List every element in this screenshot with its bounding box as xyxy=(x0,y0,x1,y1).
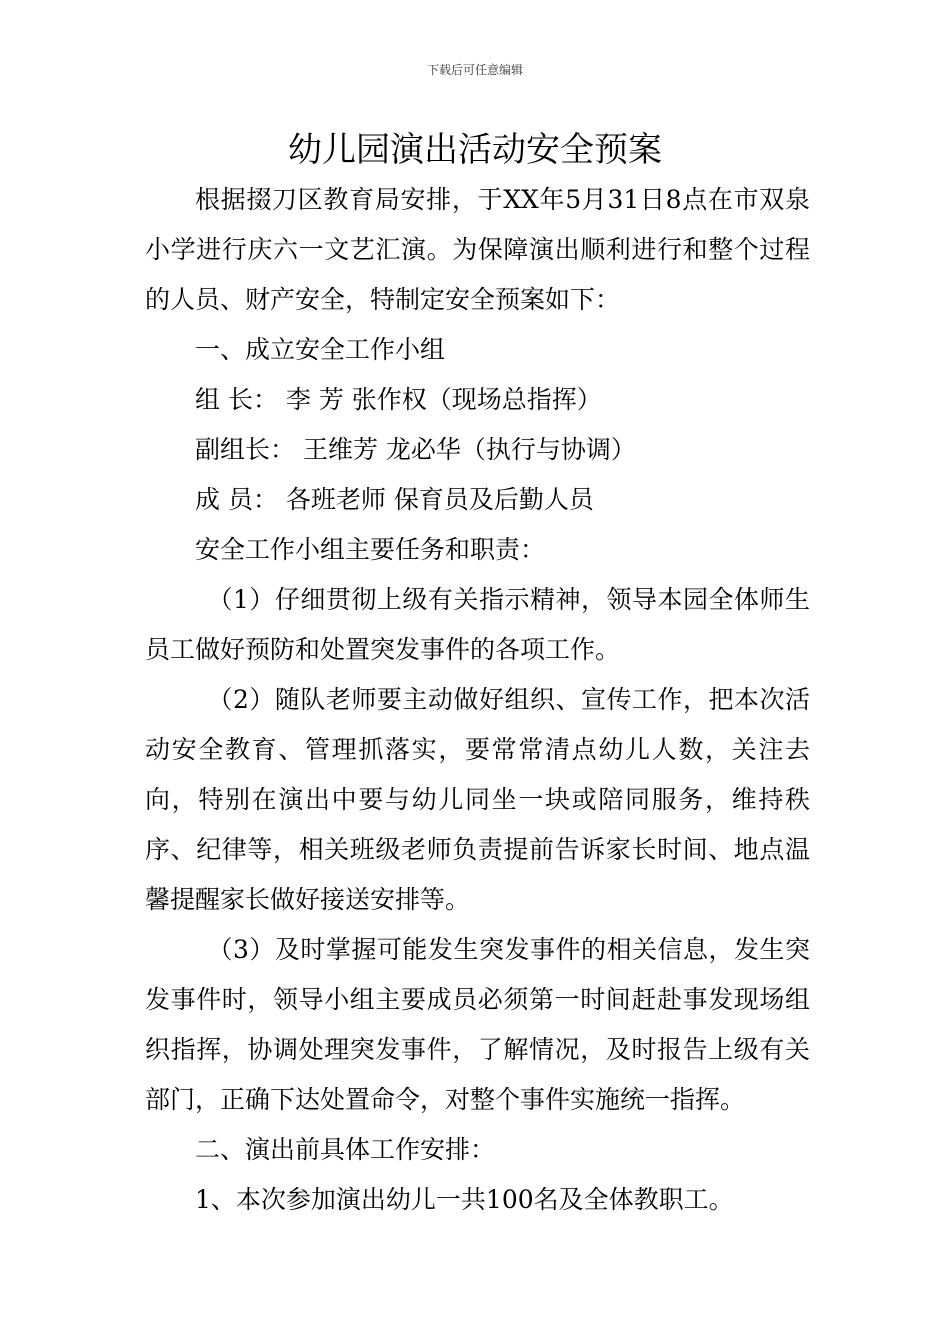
intro-paragraph: 根据掇刀区教育局安排，于XX年5月31日8点在市双泉小学进行庆六一文艺汇演。为保障演出顺利进行和整个过程的人员、财产安全，特制定安全预案如下： xyxy=(145,185,810,314)
deputy-leader-line: 副组长： 王维芳 龙必华（执行与协调） xyxy=(195,435,636,464)
group-leader-line: 组 长： 李 芳 张作权（现场总指挥） xyxy=(195,385,602,414)
arrangement-item-1: 1、本次参加演出幼儿一共100名及全体教职工。 xyxy=(195,1185,734,1214)
duty-item-1: （1）仔细贯彻上级有关指示精神，领导本园全体师生员工做好预防和处置突发事件的各项工作。 xyxy=(145,585,810,664)
document-title: 幼儿园演出活动安全预案 xyxy=(288,130,662,170)
duty-item-2: （2）随队老师要主动做好组织、宣传工作，把本次活动安全教育、管理抓落实，要常常清点幼儿人数，关注去向，特别在演出中要与幼儿同坐一块或陪同服务，维持秩序、纪律等，相关班级老师负责提前告诉家长时间、地点温馨提醒家长做好接送安排等。 xyxy=(145,685,810,914)
duties-heading: 安全工作小组主要任务和职责： xyxy=(195,535,546,564)
document-body xyxy=(145,175,810,1225)
members-line: 成 员： 各班老师 保育员及后勤人员 xyxy=(195,485,594,514)
section-heading-2: 二、演出前具体工作安排： xyxy=(195,1135,496,1164)
duty-item-3: （3）及时掌握可能发生突发事件的相关信息，发生突发事件时，领导小组主要成员必须第一时间赶赴事发现场组织指挥，协调处理突发事件，了解情况，及时报告上级有关部门，正确下达处置命令，对整个事件实施统一指挥。 xyxy=(145,935,810,1114)
header-note: 下载后可任意编辑 xyxy=(426,63,523,77)
section-heading-1: 一、成立安全工作小组 xyxy=(195,335,446,364)
